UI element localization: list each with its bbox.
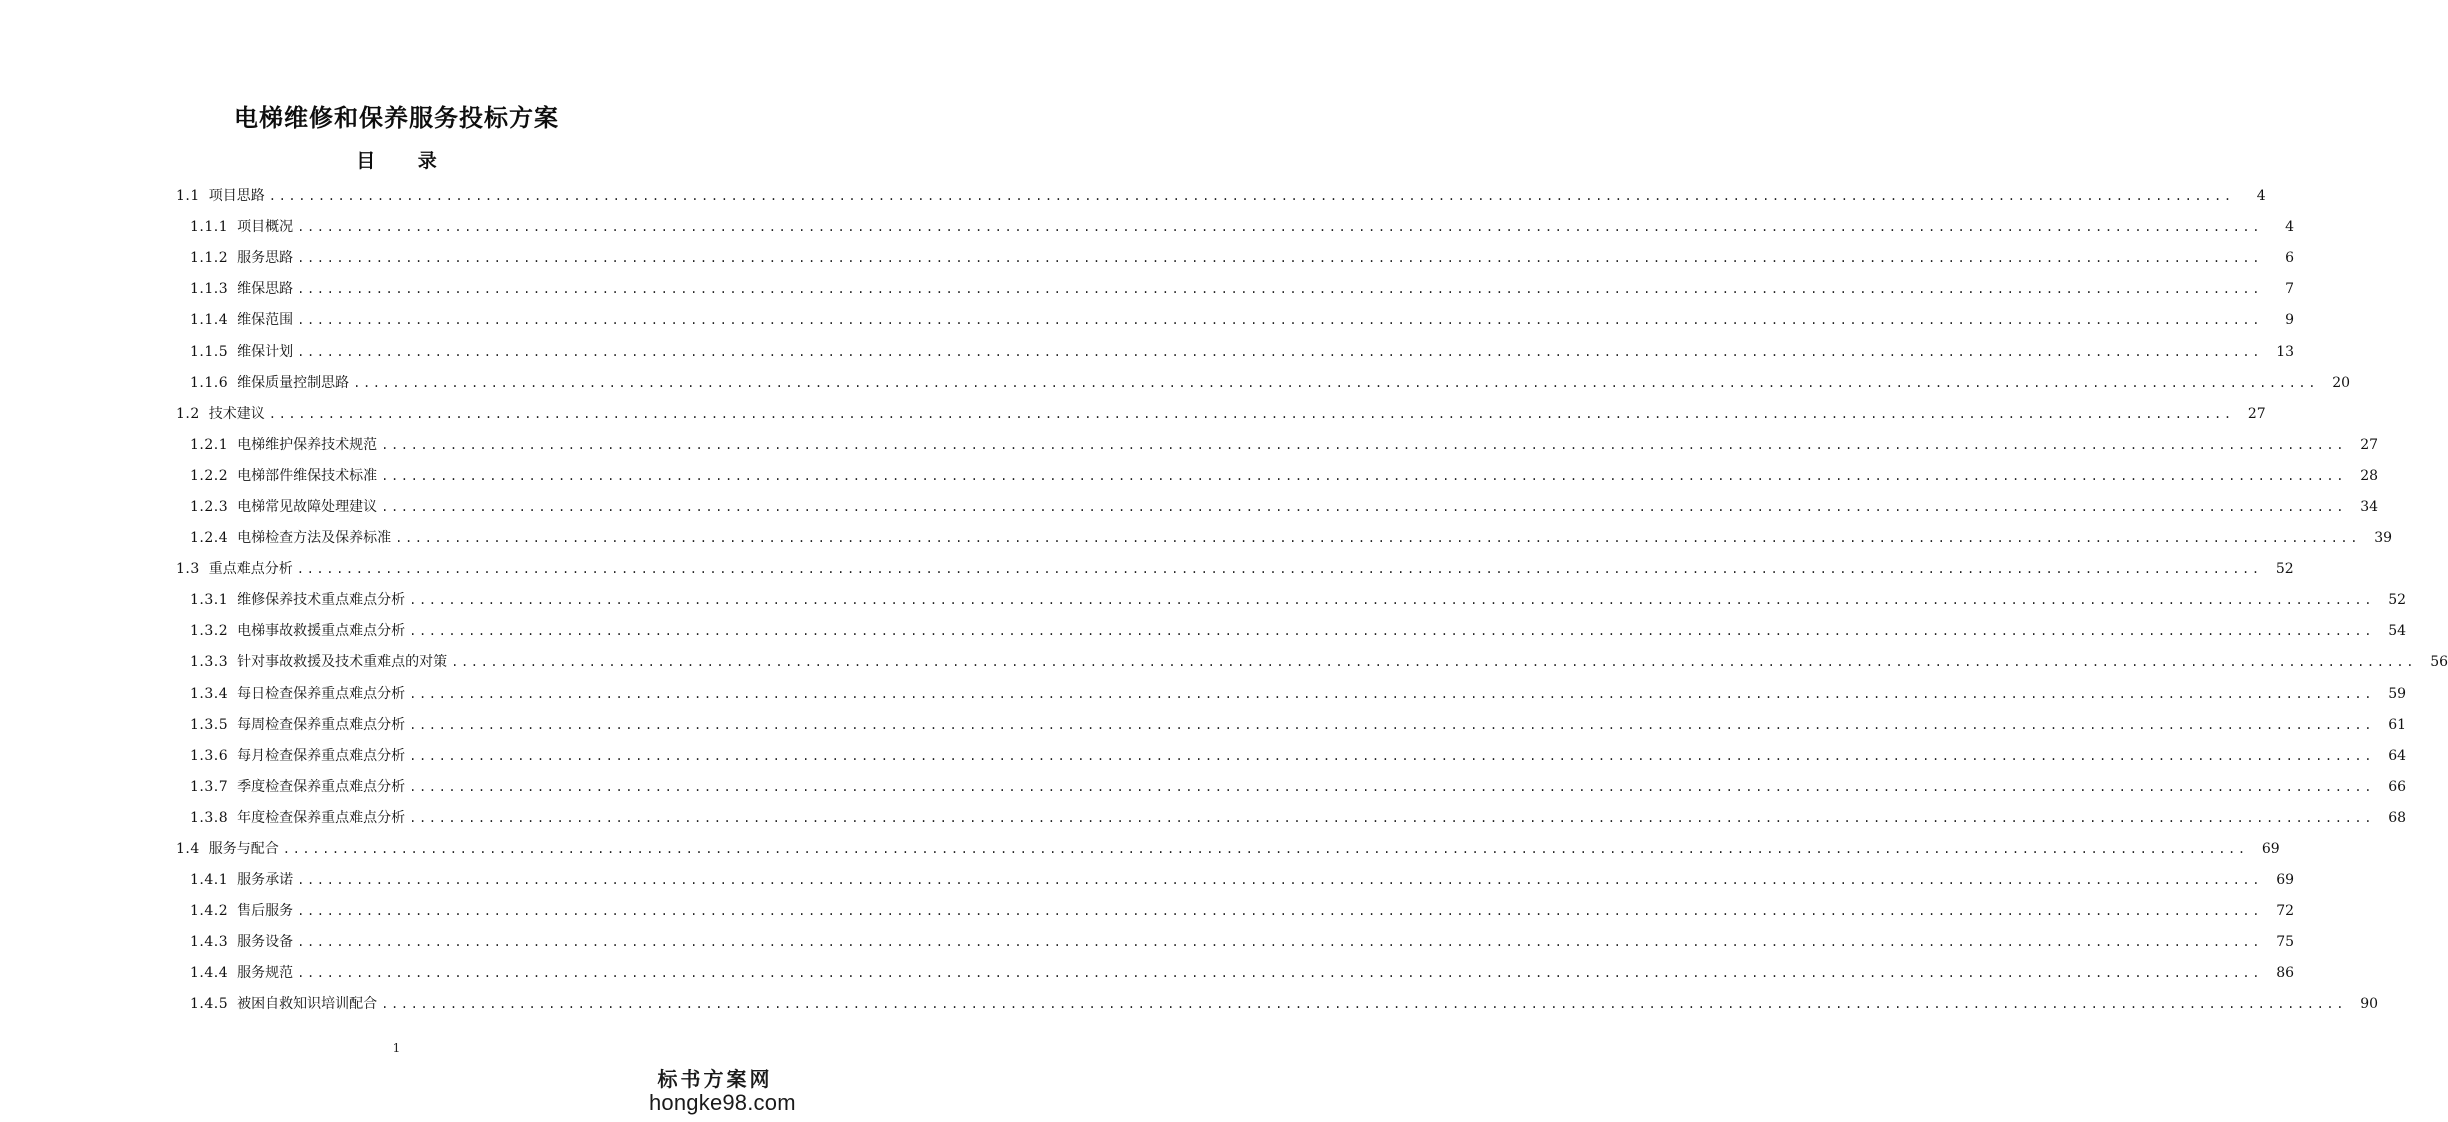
toc-entry-text: [176, 181, 2242, 212]
toc-entry-number: 1.3.7: [190, 778, 229, 795]
toc-entry-label: 维保范围: [237, 312, 294, 329]
toc-entry-text: [190, 492, 2354, 523]
toc-entry[interactable]: [0, 243, 2295, 274]
toc-entry-number: 1.1.1: [190, 219, 229, 236]
toc-entry-page: 69: [2276, 872, 2295, 889]
toc-entry-text: [176, 834, 2256, 865]
toc-entry-text: [190, 710, 2382, 741]
toc-entry-label: 维修保养技术重点难点分析: [237, 592, 406, 609]
toc-entry[interactable]: [0, 399, 2266, 430]
toc-dot-leader: ........................................................................................................................................................................................................: [297, 966, 2263, 981]
toc-entry-number: 1.4.2: [190, 903, 229, 920]
toc-entry-label: 项目思路: [208, 188, 265, 205]
toc-entry-text: [190, 803, 2382, 834]
toc-entry-text: [190, 865, 2270, 896]
toc-entry[interactable]: [0, 585, 2407, 616]
table-of-contents: [0, 181, 2448, 1021]
toc-dot-leader: ........................................................................................................................................................................................................: [409, 624, 2375, 639]
toc-entry-label: 针对事故救援及技术重难点的对策: [237, 654, 448, 671]
toc-dot-leader: ........................................................................................................................................................................................................: [409, 593, 2375, 608]
toc-dot-leader: ........................................................................................................................................................................................................: [296, 562, 2262, 577]
toc-entry-page: 7: [2285, 281, 2295, 298]
toc-entry-label: 服务与配合: [208, 841, 279, 858]
toc-entry-label: 电梯部件维保技术标准: [237, 467, 378, 484]
toc-entry-number: 1.3.4: [190, 685, 229, 702]
toc-dot-leader: ........................................................................................................................................................................................................: [297, 220, 2263, 235]
toc-entry-page: 59: [2388, 685, 2407, 702]
toc-entry-number: 1.2.2: [190, 467, 229, 484]
toc-dot-leader: ........................................................................................................................................................................................................: [409, 748, 2375, 763]
toc-entry-number: 1.4.3: [190, 934, 229, 951]
toc-entry-text: [190, 741, 2382, 772]
toc-entry[interactable]: [0, 492, 2379, 523]
toc-entry-label: 售后服务: [237, 903, 294, 920]
toc-entry-label: 每月检查保养重点难点分析: [237, 747, 406, 764]
toc-entry[interactable]: [0, 554, 2294, 585]
toc-entry-page: 90: [2360, 996, 2379, 1013]
toc-entry-text: [190, 989, 2354, 1020]
toc-entry-page: 75: [2276, 934, 2295, 951]
toc-dot-leader: ........................................................................................................................................................................................................: [297, 904, 2263, 919]
toc-entry-page: 4: [2285, 219, 2295, 236]
toc-entry-number: 1.4.5: [190, 996, 229, 1013]
toc-dot-leader: ........................................................................................................................................................................................................: [268, 406, 2234, 421]
watermark-text: 标书方案网: [657, 1067, 773, 1091]
toc-entry-number: 1.3.1: [190, 592, 229, 609]
toc-entry[interactable]: [0, 305, 2295, 336]
toc-entry-label: 电梯维护保养技术规范: [237, 436, 378, 453]
toc-entry[interactable]: [0, 523, 2393, 554]
toc-entry-page: 52: [2388, 592, 2407, 609]
toc-entry-number: 1.3.8: [190, 809, 229, 826]
toc-entry[interactable]: [0, 741, 2407, 772]
toc-entry-page: 27: [2360, 436, 2379, 453]
toc-entry-text: [190, 958, 2270, 989]
toc-entry[interactable]: [0, 989, 2379, 1020]
toc-entry[interactable]: [0, 710, 2407, 741]
toc-entry-text: [190, 337, 2270, 368]
toc-entry-number: 1.1.4: [190, 312, 229, 329]
toc-entry-number: 1.2.4: [190, 530, 229, 547]
toc-dot-leader: ........................................................................................................................................................................................................: [409, 686, 2375, 701]
toc-entry-text: [190, 305, 2270, 336]
toc-entry-number: 1.2: [176, 405, 200, 422]
toc-entry-text: [190, 212, 2270, 243]
toc-entry-text: [190, 430, 2354, 461]
toc-dot-leader: ........................................................................................................................................................................................................: [268, 189, 2234, 204]
watermark-url: hongke98.com: [649, 1090, 796, 1115]
toc-entry-text: [190, 243, 2270, 274]
toc-entry[interactable]: [0, 430, 2379, 461]
toc-entry-label: 服务设备: [237, 934, 294, 951]
toc-entry-number: 1.1: [176, 188, 200, 205]
toc-entry[interactable]: [0, 368, 2351, 399]
toc-entry-page: 54: [2388, 623, 2407, 640]
toc-entry-page: 9: [2285, 312, 2295, 329]
toc-dot-leader: ........................................................................................................................................................................................................: [381, 468, 2347, 483]
toc-dot-leader: ........................................................................................................................................................................................................: [381, 437, 2347, 452]
toc-entry[interactable]: [0, 865, 2295, 896]
toc-entry-text: [190, 679, 2382, 710]
toc-entry-label: 电梯检查方法及保养标准: [237, 530, 392, 547]
toc-entry-number: 1.4.4: [190, 965, 229, 982]
toc-dot-leader: ........................................................................................................................................................................................................: [409, 717, 2375, 732]
toc-dot-leader: ........................................................................................................................................................................................................: [409, 810, 2375, 825]
toc-entry-label: 服务规范: [237, 965, 294, 982]
toc-dot-leader: ........................................................................................................................................................................................................: [297, 251, 2263, 266]
toc-entry-label: 维保质量控制思路: [237, 374, 350, 391]
toc-entry-label: 技术建议: [208, 405, 265, 422]
toc-entry[interactable]: [0, 212, 2295, 243]
toc-entry-text: [190, 647, 2424, 678]
toc-entry-text: [190, 772, 2382, 803]
toc-entry-text: [190, 461, 2354, 492]
toc-entry-number: 1.2.3: [190, 498, 229, 515]
toc-entry-text: [190, 585, 2382, 616]
toc-entry-text: [190, 368, 2326, 399]
toc-entry[interactable]: [0, 772, 2407, 803]
toc-entry-number: 1.4.1: [190, 872, 229, 889]
toc-entry[interactable]: [0, 647, 2448, 678]
toc-entry-label: 服务思路: [237, 250, 294, 267]
toc-entry-label: 维保计划: [237, 343, 294, 360]
toc-entry-label: 服务承诺: [237, 872, 294, 889]
toc-entry-number: 1.3.6: [190, 747, 229, 764]
toc-entry-label: 重点难点分析: [208, 561, 293, 578]
toc-entry-page: 68: [2388, 809, 2407, 826]
toc-entry-label: 每日检查保养重点难点分析: [237, 685, 406, 702]
toc-entry[interactable]: [0, 181, 2266, 212]
toc-entry-number: 1.3.5: [190, 716, 229, 733]
toc-entry-page: 6: [2285, 250, 2295, 267]
toc-entry-page: 34: [2360, 498, 2379, 515]
toc-entry-number: 1.1.5: [190, 343, 229, 360]
toc-dot-leader: ........................................................................................................................................................................................................: [409, 779, 2375, 794]
toc-dot-leader: ........................................................................................................................................................................................................: [395, 531, 2361, 546]
toc-dot-leader: ........................................................................................................................................................................................................: [297, 344, 2263, 359]
toc-entry-page: 4: [2256, 188, 2266, 205]
toc-dot-leader: ........................................................................................................................................................................................................: [451, 655, 2417, 670]
toc-entry[interactable]: [0, 958, 2295, 989]
toc-entry[interactable]: [0, 461, 2379, 492]
toc-entry-number: 1.2.1: [190, 436, 229, 453]
toc-entry-text: [190, 274, 2270, 305]
page-number: 1: [392, 1041, 401, 1055]
toc-entry-label: 季度检查保养重点难点分析: [237, 778, 406, 795]
toc-entry[interactable]: [0, 834, 2280, 865]
toc-entry-label: 电梯事故救援重点难点分析: [237, 623, 406, 640]
toc-entry-text: [190, 896, 2270, 927]
toc-entry-text: [190, 927, 2270, 958]
toc-entry-label: 每周检查保养重点难点分析: [237, 716, 406, 733]
toc-entry-number: 1.1.6: [190, 374, 229, 391]
toc-dot-leader: ........................................................................................................................................................................................................: [297, 873, 2263, 888]
toc-entry-page: 13: [2276, 343, 2295, 360]
toc-dot-leader: ........................................................................................................................................................................................................: [282, 842, 2248, 857]
toc-entry[interactable]: [0, 896, 2295, 927]
toc-entry-page: 56: [2430, 654, 2448, 671]
toc-entry-page: 20: [2332, 374, 2351, 391]
toc-entry[interactable]: [0, 927, 2295, 958]
toc-entry-page: 66: [2388, 778, 2407, 795]
toc-entry-text: [176, 399, 2242, 430]
toc-entry-number: 1.3: [176, 561, 200, 578]
toc-entry-number: 1.3.2: [190, 623, 229, 640]
toc-entry[interactable]: [0, 803, 2407, 834]
toc-entry-page: 86: [2276, 965, 2295, 982]
toc-entry-number: 1.4: [176, 841, 200, 858]
toc-entry-text: [176, 554, 2270, 585]
toc-dot-leader: ........................................................................................................................................................................................................: [297, 935, 2263, 950]
toc-dot-leader: ........................................................................................................................................................................................................: [297, 282, 2263, 297]
toc-entry-text: [190, 523, 2368, 554]
toc-entry-number: 1.1.2: [190, 250, 229, 267]
toc-entry[interactable]: [0, 336, 2295, 367]
toc-entry-page: 72: [2276, 903, 2295, 920]
toc-heading: 目 录: [356, 150, 455, 172]
toc-entry-page: 61: [2388, 716, 2407, 733]
toc-dot-leader: ........................................................................................................................................................................................................: [353, 375, 2319, 390]
watermark-logo: [649, 1067, 796, 1116]
toc-entry-page: 28: [2360, 467, 2379, 484]
toc-entry-page: 69: [2261, 841, 2280, 858]
toc-entry-page: 52: [2275, 561, 2294, 578]
toc-entry-page: 64: [2388, 747, 2407, 764]
toc-entry-label: 电梯常见故障处理建议: [237, 498, 378, 515]
toc-entry[interactable]: [0, 679, 2407, 710]
toc-entry-number: 1.1.3: [190, 281, 229, 298]
toc-dot-leader: ........................................................................................................................................................................................................: [381, 499, 2347, 514]
toc-entry[interactable]: [0, 616, 2407, 647]
toc-entry-label: 维保思路: [237, 281, 294, 298]
toc-entry-label: 年度检查保养重点难点分析: [237, 809, 406, 826]
toc-entry-label: 被困自救知识培训配合: [237, 996, 378, 1013]
toc-entry-text: [190, 616, 2382, 647]
toc-entry-page: 39: [2374, 530, 2393, 547]
toc-dot-leader: ........................................................................................................................................................................................................: [297, 313, 2263, 328]
toc-dot-leader: ........................................................................................................................................................................................................: [381, 997, 2347, 1012]
toc-entry-number: 1.3.3: [190, 654, 229, 671]
toc-entry[interactable]: [0, 274, 2295, 305]
document-title: 电梯维修和保养服务投标方案: [234, 104, 559, 132]
toc-entry-label: 项目概况: [237, 219, 294, 236]
toc-entry-page: 27: [2247, 405, 2266, 422]
